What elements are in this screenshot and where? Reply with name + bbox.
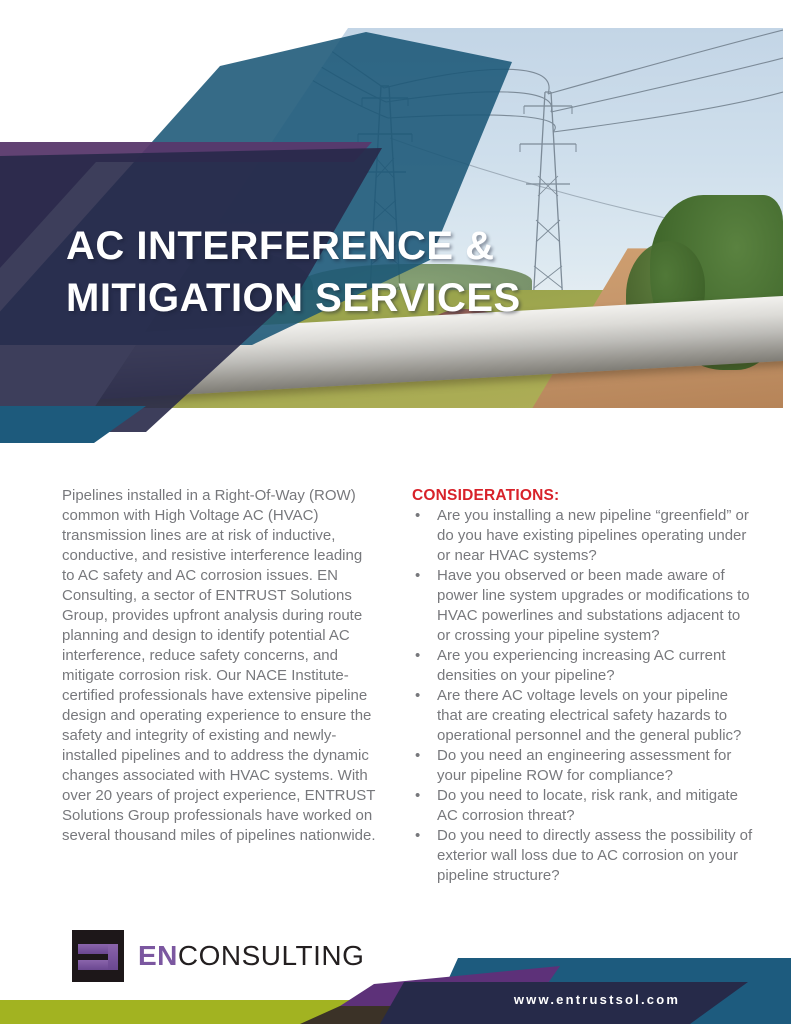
website-link[interactable]: www.entrustsol.com — [513, 992, 681, 1007]
page-title — [66, 220, 521, 324]
consideration-item: • Are you installing a new pipeline “greenfield” or do you have existing pipelines operating under or near HVAC systems? — [412, 506, 754, 566]
consideration-item: • Do you need to directly assess the possibility of exterior wall loss due to AC corrosion on your pipeline structure? — [412, 826, 754, 886]
considerations-list — [412, 506, 754, 886]
consideration-item: • Have you observed or been made aware of power line system upgrades or modifications to HVAC powerlines and substations adjacent to or crossing your pipeline system? — [412, 566, 754, 646]
logo-text-en: EN — [138, 940, 178, 971]
consideration-item: • Do you need an engineering assessment for your pipeline ROW for compliance? — [412, 746, 754, 786]
page-title-line2: MITIGATION SERVICES — [66, 276, 521, 320]
intro-column — [62, 486, 376, 846]
logo-text-consulting: CONSULTING — [177, 940, 365, 971]
consideration-item: • Are there AC voltage levels on your pipeline that are creating electrical safety hazards to operational personnel and the general public? — [412, 686, 754, 746]
considerations-heading: CONSIDERATIONS: — [412, 487, 560, 504]
intro-paragraph: Pipelines installed in a Right-Of-Way (ROW) common with High Voltage AC (HVAC) transmission lines are at risk of inductive, conductive, and resistive interference leading to AC safety and AC corrosion issues. EN Consulting, a sector of ENTRUST Solutions Group, provides upfront analysis during route planning and design to identify potential AC interference, reduce safety concerns, and mitigate corrosion risk. Our NACE Institute-certified professionals have extensive pipeline design and operating experience to ensure the safety and integrity of existing and newly-installed pipelines and to address the dynamic changes associated with HVAC systems. With over 20 years of project experience, ENTRUST Solutions Group professionals have worked on several thousand miles of pipelines nationwide. — [62, 487, 376, 844]
hero-banner — [0, 0, 791, 470]
considerations-column — [412, 486, 754, 886]
page-title-line1: AC INTERFERENCE & — [66, 224, 495, 268]
logo-mark-icon — [72, 930, 124, 982]
logo-bar-right — [108, 944, 118, 970]
consideration-item: • Do you need to locate, risk rank, and mitigate AC corrosion threat? — [412, 786, 754, 826]
consideration-item: • Are you experiencing increasing AC current densities on your pipeline? — [412, 646, 754, 686]
logo-wordmark — [138, 940, 364, 972]
